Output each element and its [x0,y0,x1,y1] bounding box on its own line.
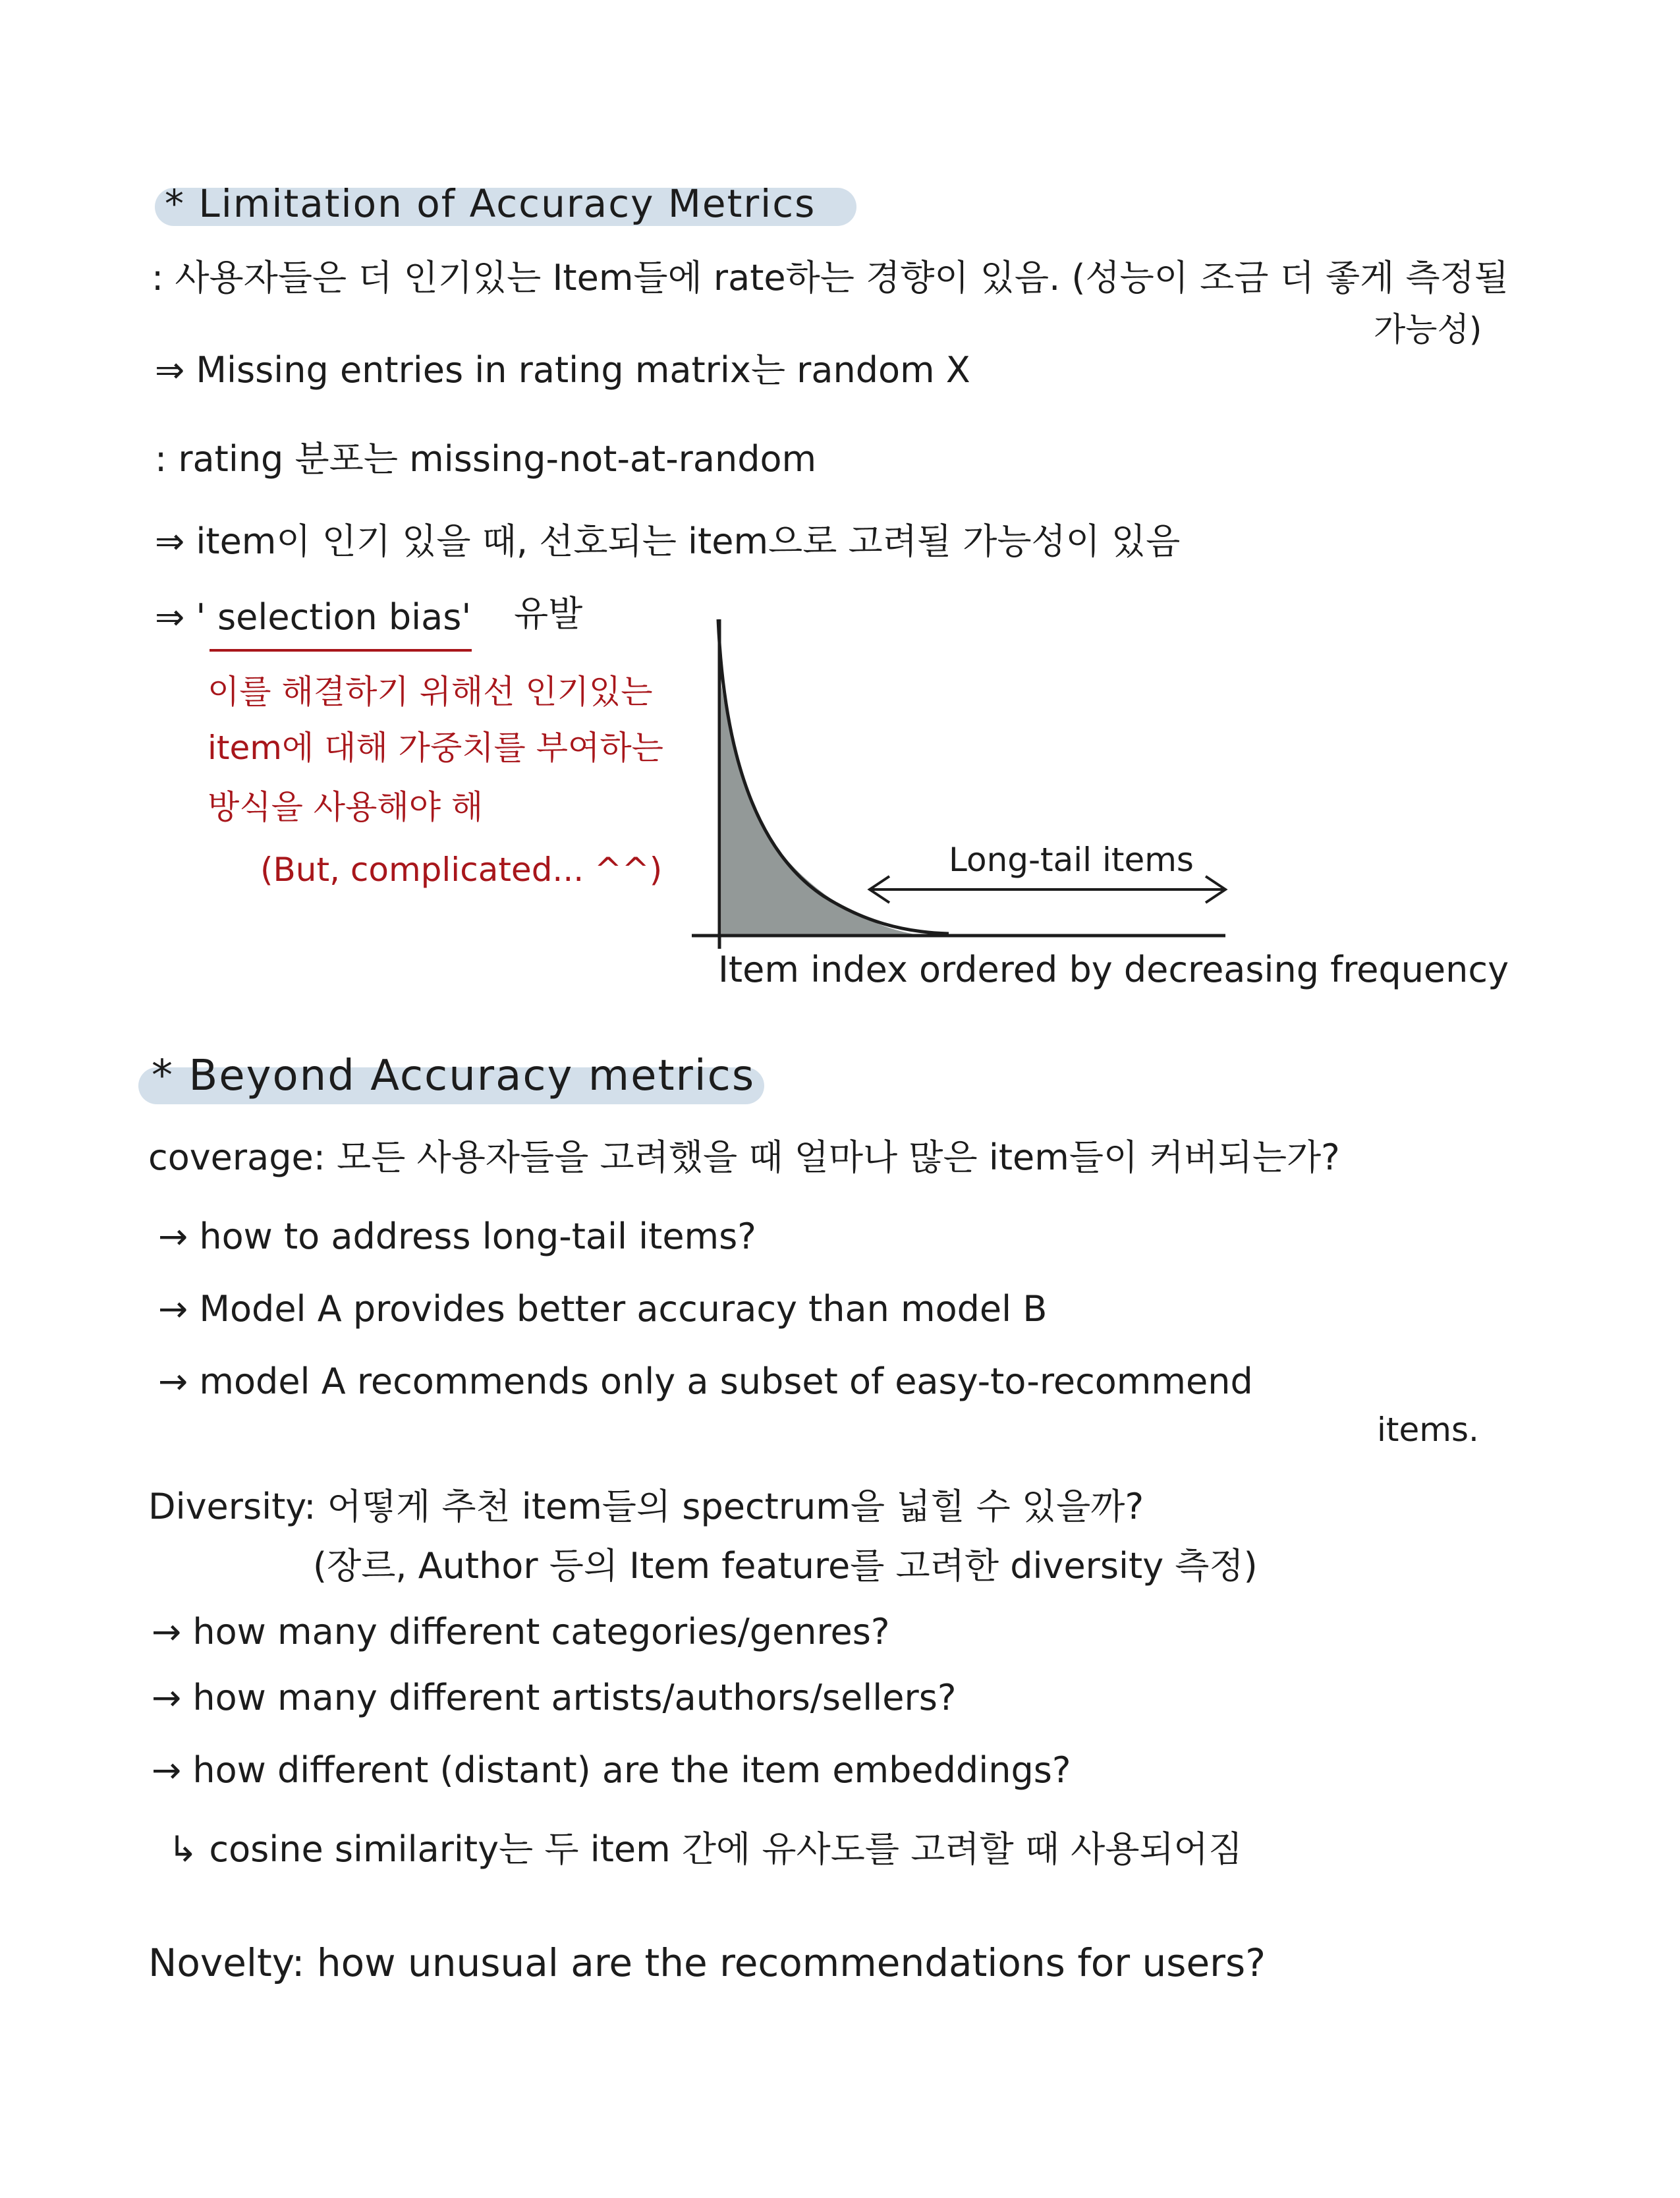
section1-heading: * Limitation of Accuracy Metrics [165,181,816,226]
section1-line-5-suffix: 유발 [514,593,583,634]
long-tail-figure [679,606,1634,975]
red-note-line-4: (But, complicated... ^^) [260,851,663,889]
coverage-line-5: items. [1377,1411,1479,1449]
section1-line-4: ⇒ item이 인기 있을 때, 선호되는 item으로 고려될 가능성이 있음 [155,521,1181,562]
diversity-line-2: (장르, Author 등의 Item feature를 고려한 diversity 측정) [313,1545,1258,1587]
diversity-line-4: → how many different artists/authors/sellers? [152,1677,957,1718]
x-axis-label: Item index ordered by decreasing frequency [718,949,1509,990]
diversity-line-6: ↳ cosine similarity는 두 item 간에 유사도를 고려할 때 사용되어짐 [168,1828,1243,1870]
section1-line-1-cont: 가능성) [1374,310,1482,349]
selection-bias-term: selection bias' [217,596,472,638]
coverage-line-2: → how to address long-tail items? [158,1216,756,1257]
red-note-line-3: 방식을 사용해야 해 [208,788,484,826]
diversity-line-5: → how different (distant) are the item embeddings? [152,1749,1071,1791]
diversity-line-1: Diversity: 어떻게 추천 item들의 spectrum을 넓힐 수 있을까? [148,1486,1144,1527]
red-note-line-2: item에 대해 가중치를 부여하는 [208,729,663,767]
section1-line-2: ⇒ Missing entries in rating matrix는 random X [155,349,970,391]
coverage-line-1: coverage: 모든 사용자들을 고려했을 때 얼마나 많은 item들이 커버되는가? [148,1137,1340,1178]
diversity-line-3: → how many different categories/genres? [152,1611,890,1652]
coverage-line-3: → Model A provides better accuracy than model B [158,1288,1048,1330]
section1-line-1: : 사용자들은 더 인기있는 Item들에 rate하는 경향이 있음. (성능이 조금 더 좋게 측정될 [152,257,1509,298]
novelty-line: Novelty: how unusual are the recommendations for users? [148,1940,1266,1985]
long-tail-label: Long-tail items [949,841,1194,879]
long-tail-fill [721,685,922,936]
selection-bias-underline [210,649,472,652]
coverage-line-4: → model A recommends only a subset of easy-to-recommend [158,1361,1253,1402]
section2-heading: * Beyond Accuracy metrics [152,1052,756,1100]
section1-line-3: : rating 분포는 missing-not-at-random [155,438,817,480]
red-note-line-1: 이를 해결하기 위해선 인기있는 [208,673,653,711]
section1-line-5-prefix: ⇒ ' [155,596,206,638]
